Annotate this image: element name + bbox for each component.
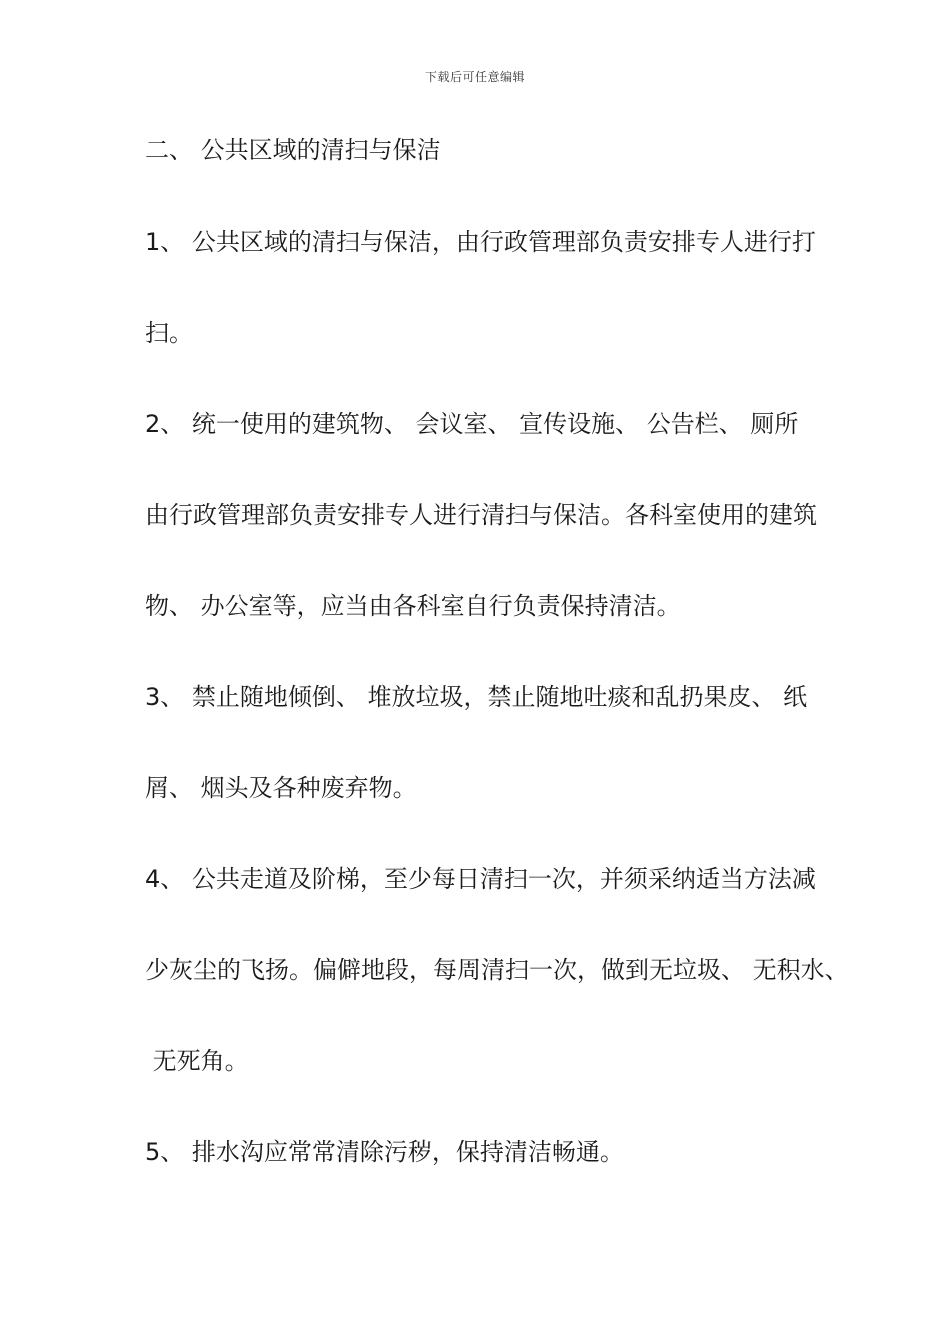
paragraph-line-3: 2、 统一使用的建筑物、 会议室、 宣传设施、 公告栏、 厕所 [145, 410, 799, 438]
paragraph-line-10: 无死角。 [145, 1047, 249, 1075]
paragraph-line-1: 1、 公共区域的清扫与保洁，由行政管理部负责安排专人进行打 [145, 228, 816, 256]
paragraph-line-2: 扫。 [145, 319, 193, 347]
paragraph-line-5: 物、 办公室等，应当由各科室自行负责保持清洁。 [145, 592, 681, 620]
paragraph-line-11: 5、 排水沟应常常清除污秽，保持清洁畅通。 [145, 1138, 624, 1166]
section-title: 二、 公共区域的清扫与保洁 [145, 136, 441, 164]
paragraph-line-7: 屑、 烟头及各种废弃物。 [145, 774, 417, 802]
paragraph-line-9: 少灰尘的飞扬。偏僻地段，每周清扫一次，做到无垃圾、 无积水、 [145, 956, 849, 984]
paragraph-line-4: 由行政管理部负责安排专人进行清扫与保洁。各科室使用的建筑 [145, 501, 817, 529]
header-note: 下载后可任意编辑 [424, 70, 525, 84]
paragraph-line-6: 3、 禁止随地倾倒、 堆放垃圾，禁止随地吐痰和乱扔果皮、 纸 [145, 683, 808, 711]
paragraph-line-8: 4、 公共走道及阶梯，至少每日清扫一次，并须采纳适当方法减 [145, 865, 816, 893]
